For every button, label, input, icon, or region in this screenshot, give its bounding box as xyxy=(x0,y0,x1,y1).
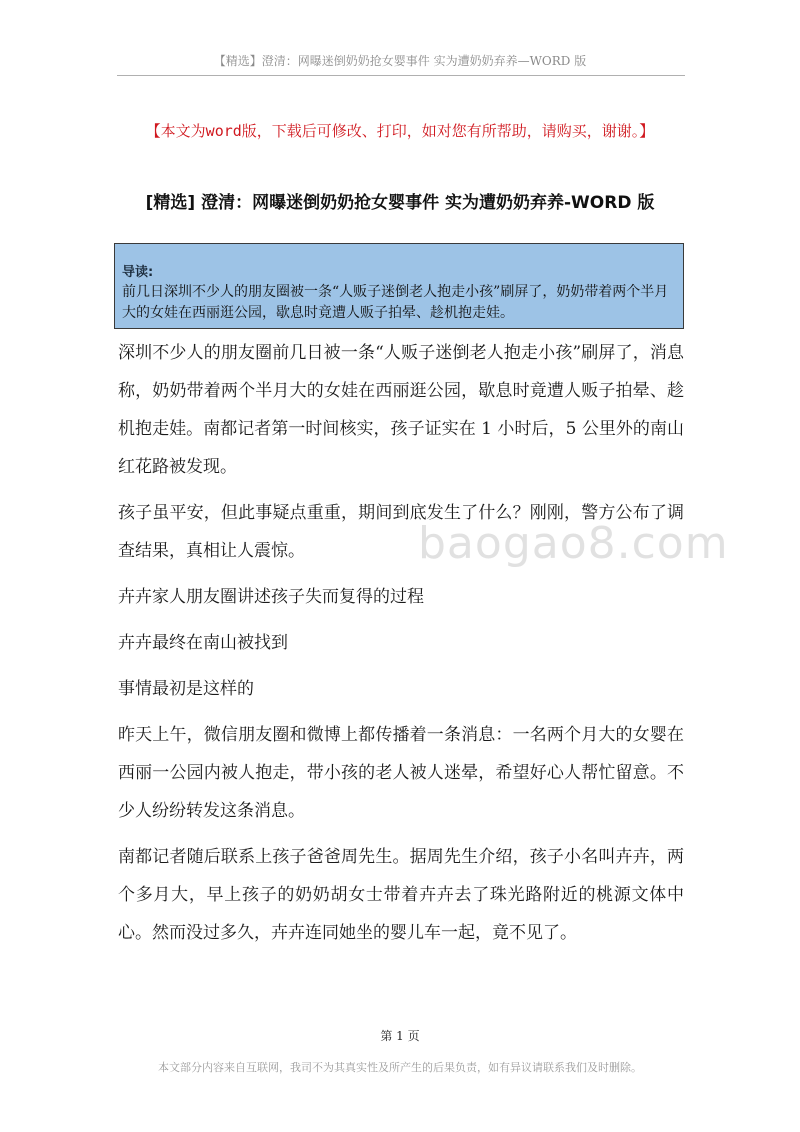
body-paragraph: 卉卉家人朋友圈讲述孩子失而复得的过程 xyxy=(118,587,424,607)
document-title: [精选] 澄清：网曝迷倒奶奶抢女婴事件 实为遭奶奶弃养-WORD 版 xyxy=(145,193,655,213)
running-header: 【精选】澄清：网曝迷倒奶奶抢女婴事件 实为遭奶奶弃养—WORD 版 xyxy=(213,54,587,68)
body-paragraph: 孩子虽平安，但此事疑点重重，期间到底发生了什么？刚刚，警方公布了调查结果，真相让人震惊。 xyxy=(118,503,684,561)
intro-box xyxy=(114,243,684,329)
header-divider xyxy=(117,75,685,76)
purchase-notice: 【本文为word版，下载后可修改、打印，如对您有所帮助，请购买，谢谢。】 xyxy=(145,122,655,140)
body-paragraph: 深圳不少人的朋友圈前几日被一条“人贩子迷倒老人抱走小孩”刷屏了，消息称，奶奶带着两个半月大的女娃在西丽逛公园，歇息时竟遭人贩子拍晕、趁机抱走娃。南都记者第一时间核实，孩子证实在 1 小时后，5 公里外的南山红花路被发现。 xyxy=(118,343,684,477)
body-paragraph: 昨天上午，微信朋友圈和微博上都传播着一条消息：一名两个月大的女婴在西丽一公园内被人抱走，带小孩的老人被人迷晕，希望好心人帮忙留意。不少人纷纷转发这条消息。 xyxy=(118,725,684,821)
body-paragraph: 事情最初是这样的 xyxy=(118,679,254,699)
body-content xyxy=(118,334,684,960)
watermark: baogao8.com xyxy=(418,518,729,569)
intro-text: 前几日深圳不少人的朋友圈被一条“人贩子迷倒老人抱走小孩”刷屏了，奶奶带着两个半月大的女娃在西丽逛公园，歇息时竟遭人贩子拍晕、趁机抱走娃。 xyxy=(122,284,669,321)
page-number: 第 1 页 xyxy=(380,1029,420,1043)
footer-disclaimer: 本文部分内容来自互联网，我司不为其真实性及所产生的后果负责，如有异议请联系我们及时删除。 xyxy=(158,1061,642,1074)
body-paragraph: 卉卉最终在南山被找到 xyxy=(118,633,288,653)
intro-label: 导读: xyxy=(122,265,154,280)
body-paragraph: 南都记者随后联系上孩子爸爸周先生。据周先生介绍，孩子小名叫卉卉，两个多月大，早上孩子的奶奶胡女士带着卉卉去了珠光路附近的桃源文体中心。然而没过多久，卉卉连同她坐的婴儿车一起，竟不见了。 xyxy=(118,847,684,943)
